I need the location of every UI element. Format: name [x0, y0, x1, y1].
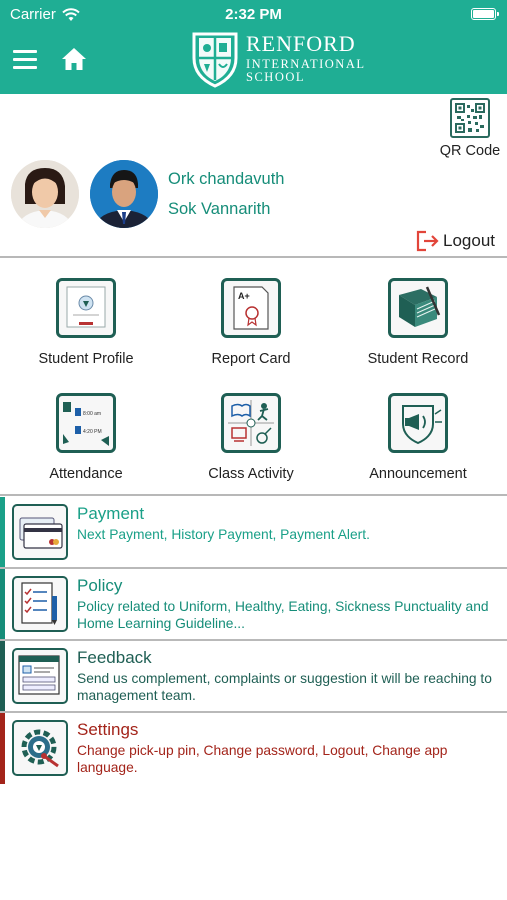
feedback-form-icon: [12, 648, 68, 704]
attendance-time-in: 8:00 am: [83, 411, 102, 417]
tile-report-card[interactable]: [171, 278, 331, 367]
logout-label: Logout: [443, 231, 495, 250]
accent-bar: [0, 641, 5, 712]
list-item-title: Policy: [77, 576, 123, 595]
list-item-policy[interactable]: [0, 569, 507, 640]
logo-line-2: INTERNATIONAL: [246, 56, 366, 71]
tile-label: Announcement: [369, 466, 467, 482]
logo-line-3: SCHOOL: [246, 70, 306, 84]
student-record-icon: [388, 278, 448, 338]
list-item-title: Settings: [77, 720, 139, 739]
student-photo-1: [11, 160, 79, 228]
accent-bar: [0, 569, 5, 640]
app-header: [0, 0, 507, 94]
list-item-desc: Next Payment, History Payment, Payment Alert.: [77, 527, 370, 542]
avatar-student-2[interactable]: [90, 160, 158, 228]
profile-divider: [0, 256, 507, 258]
logout-button[interactable]: [416, 230, 495, 252]
hamburger-menu-icon[interactable]: [13, 50, 37, 70]
list-item-title: Payment: [77, 504, 145, 523]
qr-code-label: QR Code: [439, 143, 501, 159]
school-crest-icon: [190, 28, 240, 88]
student-profile-icon: [56, 278, 116, 338]
attendance-icon: [56, 393, 116, 453]
accent-bar: [0, 497, 5, 568]
policy-document-icon: [12, 576, 68, 632]
tile-label: Student Record: [367, 351, 469, 367]
list-item-desc: Change pick-up pin, Change password, Logout, Change app language.: [77, 743, 448, 775]
settings-gear-icon: [12, 720, 68, 776]
list-item-settings[interactable]: [0, 713, 507, 784]
school-logo: [190, 28, 365, 88]
tile-student-profile[interactable]: [6, 278, 166, 367]
home-icon[interactable]: [60, 46, 88, 72]
tile-attendance[interactable]: [6, 393, 166, 482]
tile-student-record[interactable]: [338, 278, 498, 367]
svg-text:A+: A+: [238, 291, 250, 301]
list-item-desc: Policy related to Uniform, Healthy, Eating, Sickness Punctuality and Home Learning Guideline...: [77, 599, 489, 631]
accent-bar: [0, 713, 5, 784]
status-bar: [0, 0, 507, 30]
status-time: 2:32 PM: [225, 6, 282, 23]
tile-label: Attendance: [49, 466, 123, 482]
tile-class-activity[interactable]: [171, 393, 331, 482]
announcement-icon: [388, 393, 448, 453]
logo-line-1: RENFORD: [246, 30, 356, 56]
tile-label: Report Card: [211, 351, 291, 367]
grid-divider: [0, 494, 507, 496]
logout-icon: [416, 230, 440, 252]
list-item-desc: Send us complement, complaints or suggestion it will be reaching to management team.: [77, 671, 492, 703]
attendance-time-out: 4:20 PM: [83, 429, 102, 435]
avatar-student-1[interactable]: [11, 160, 79, 228]
carrier-label: Carrier: [10, 6, 56, 23]
class-activity-icon: [221, 393, 281, 453]
qr-code-button[interactable]: [450, 98, 490, 138]
tile-label: Class Activity: [208, 466, 294, 482]
student-photo-2: [90, 160, 158, 228]
student-name-2[interactable]: Sok Vannarith: [168, 200, 271, 218]
list-item-title: Feedback: [77, 648, 152, 667]
qr-code-icon: [455, 103, 485, 133]
tile-announcement[interactable]: [338, 393, 498, 482]
payment-card-icon: [12, 504, 68, 560]
student-name-1[interactable]: Ork chandavuth: [168, 170, 285, 188]
battery-icon: [471, 8, 496, 20]
report-card-icon: [221, 278, 281, 338]
tile-label: Student Profile: [38, 351, 134, 367]
list-item-payment[interactable]: [0, 497, 507, 568]
list-item-feedback[interactable]: [0, 641, 507, 712]
